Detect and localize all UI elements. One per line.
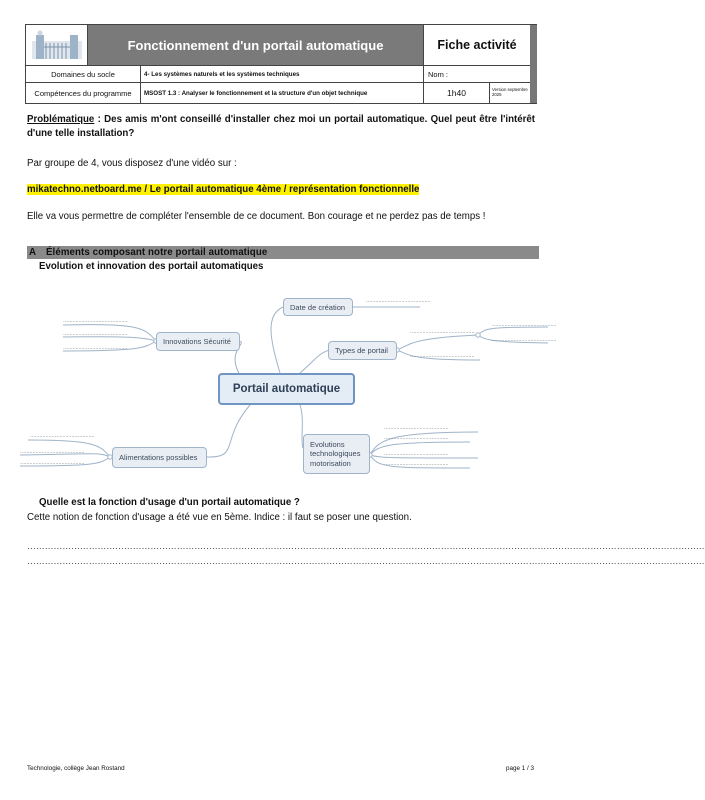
document-title: Fonctionnement d'un portail automatique <box>88 25 424 65</box>
mind-map-node-evolutions <box>303 434 370 474</box>
mind-map-node-types: Types de portail <box>328 341 397 360</box>
section-subtitle: Evolution et innovation des portail automatiques <box>39 261 264 272</box>
footer-school: Technologie, collège Jean Rostand <box>27 765 125 772</box>
domaines-label: Domaines du socle <box>26 66 141 82</box>
blank-evol-1[interactable]: …………………………………… <box>384 425 449 431</box>
question-hint: Cette notion de fonction d'usage a été vue en 5ème. Indice : il faut se poser une question. <box>27 512 412 523</box>
version: Version septembre 2025 <box>492 87 528 97</box>
footer-page-number: page 1 / 3 <box>506 765 535 772</box>
video-link-text[interactable]: mikatechno.netboard.me / Le portail automatique 4ème / représentation fonctionnelle <box>27 184 420 195</box>
problematique <box>27 113 535 141</box>
duration: 1h40 <box>424 83 490 103</box>
blank-types-2[interactable]: …………………………………… <box>410 353 475 359</box>
blank-types-1[interactable]: …………………………………… <box>410 329 475 335</box>
problematique-text: : Des amis m'ont conseillé d'installer chez moi un portail automatique. Quel peut être l'intérêt d'une telle installation? <box>27 114 535 139</box>
blank-evol-2[interactable]: …………………………………… <box>384 435 449 441</box>
mind-map-node-securite: Innovations Sécurité <box>156 332 240 351</box>
evolutions-line-1: Evolutions <box>310 439 345 449</box>
document-type: Fiche activité <box>437 38 517 52</box>
blank-evol-3[interactable]: …………………………………… <box>384 451 449 457</box>
nom-label: Nom : <box>428 69 449 79</box>
header-edge-band <box>530 25 537 103</box>
logo <box>26 25 88 65</box>
section-title: Éléments composant notre portail automatique <box>46 247 268 258</box>
mind-map <box>0 280 566 490</box>
question-title: Quelle est la fonction d'usage d'un portail automatique ? <box>39 497 300 508</box>
domaines-value: 4- Les systèmes naturels et les systèmes techniques <box>141 66 424 82</box>
blank-types-3[interactable]: …………………………………… <box>492 322 557 328</box>
section-a-header <box>27 246 539 259</box>
video-link[interactable] <box>27 183 535 197</box>
header-row-competences <box>26 82 530 103</box>
group-instruction: Par groupe de 4, vous disposez d'une vidéo sur : <box>27 158 237 169</box>
blank-types-4[interactable]: …………………………………… <box>492 337 557 343</box>
answer-line-2[interactable]: …………………………………………………………………………………………………………………………………………………………………………………………………………… <box>27 556 705 566</box>
blank-alim-3[interactable]: …………………………………… <box>20 460 85 466</box>
header-table <box>25 24 537 104</box>
blank-securite-3[interactable]: …………………………………… <box>63 345 128 351</box>
problematique-label: Problématique <box>27 114 95 125</box>
competences-label: Compétences du programme <box>26 83 141 103</box>
mind-map-center-node: Portail automatique <box>218 373 355 405</box>
competences-value: MSOST 1.3 : Analyser le fonctionnement et la structure d'un objet technique <box>141 83 424 103</box>
blank-date-1[interactable]: …………………………………… <box>366 298 431 304</box>
blank-securite-1[interactable]: …………………………………… <box>63 318 128 324</box>
evolutions-line-2: technologiques <box>310 449 361 459</box>
blank-alim-2[interactable]: …………………………………… <box>20 449 85 455</box>
blank-alim-1[interactable]: …………………………………… <box>30 433 95 439</box>
portal-logo-icon <box>26 25 88 65</box>
evolutions-line-3: motorisation <box>310 458 351 468</box>
mind-map-node-date: Date de création <box>283 298 353 316</box>
blank-securite-2[interactable]: …………………………………… <box>63 331 128 337</box>
section-letter: A <box>29 247 36 258</box>
blank-evol-4[interactable]: …………………………………… <box>384 461 449 467</box>
header-row-domaines <box>26 65 530 82</box>
answer-line-1[interactable]: …………………………………………………………………………………………………………………………………………………………………………………………………………… <box>27 541 705 551</box>
encouragement: Elle va vous permettre de compléter l'ensemble de ce document. Bon courage et ne perdez pas de temps ! <box>27 211 486 222</box>
mind-map-node-alimentations: Alimentations possibles <box>112 447 207 468</box>
